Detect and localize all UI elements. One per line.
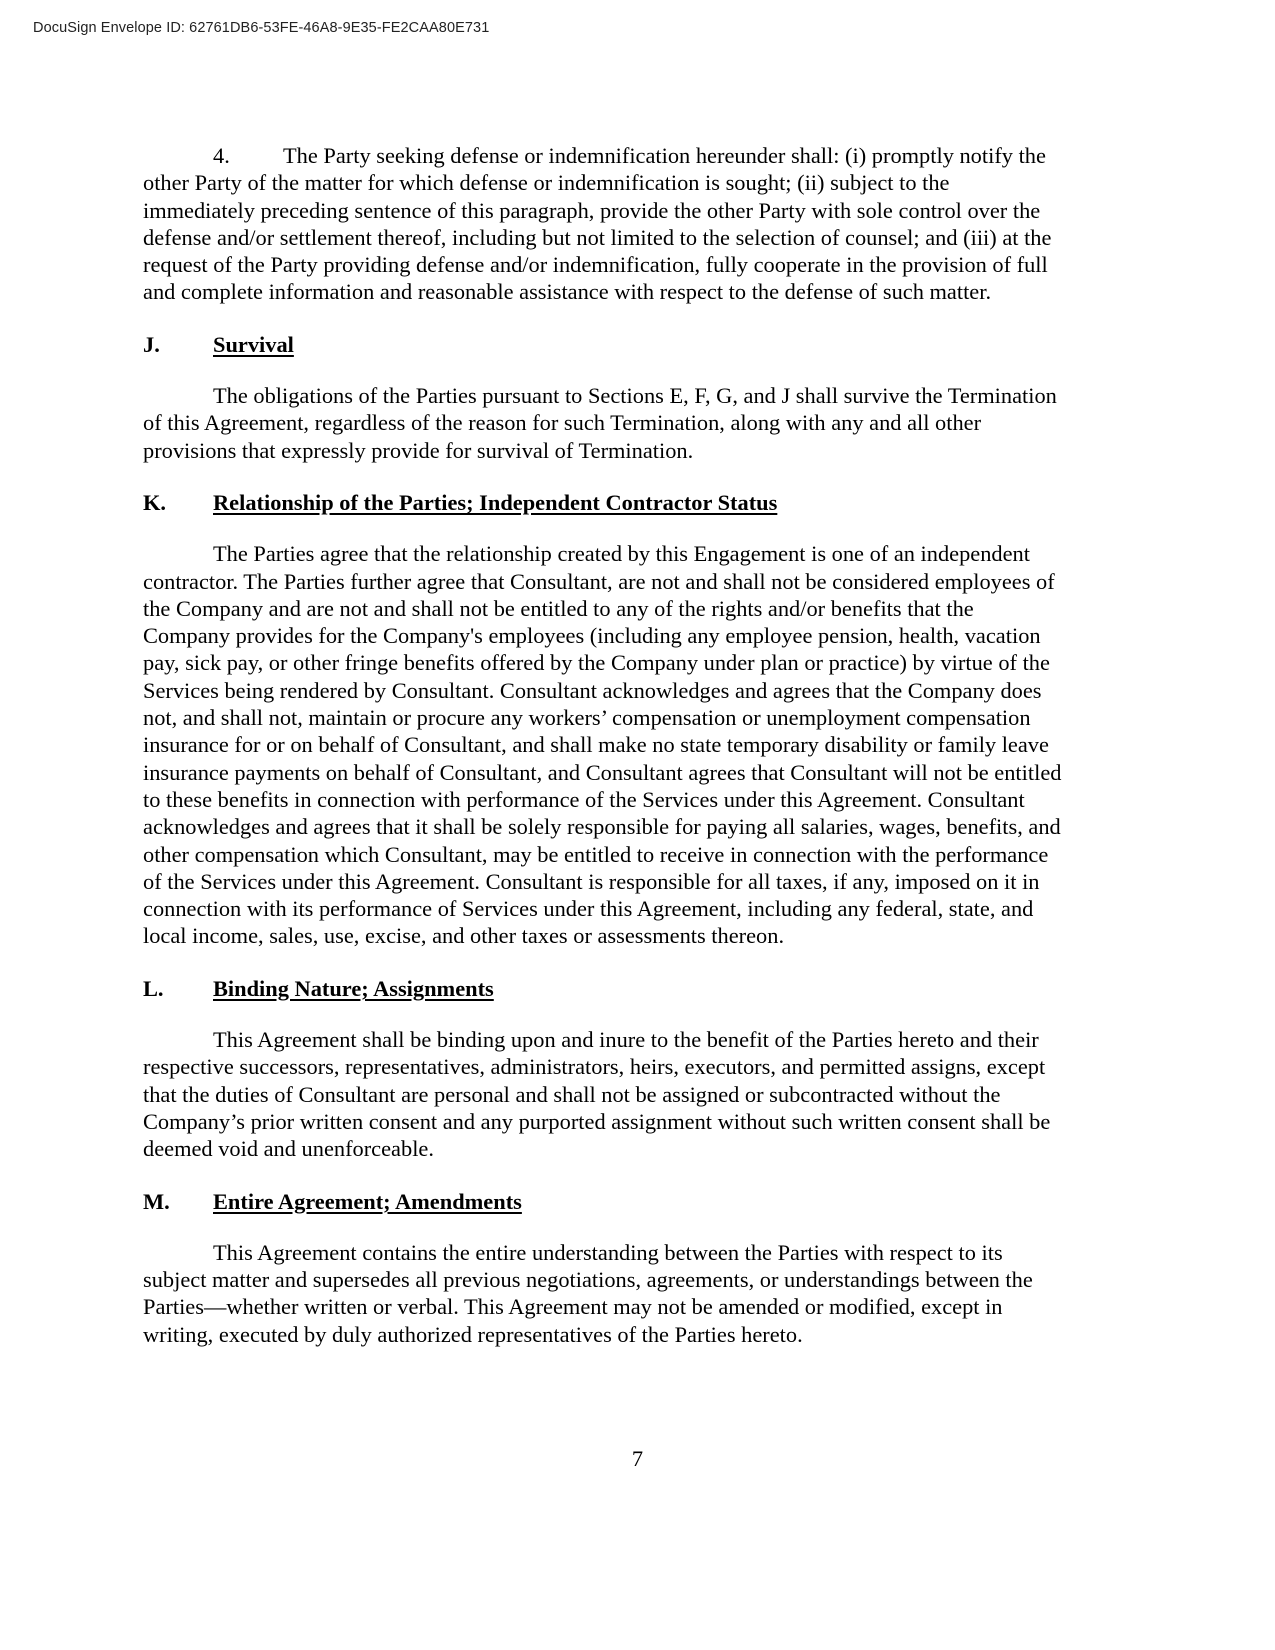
paragraph-number: 4. bbox=[213, 143, 230, 168]
document-page bbox=[143, 142, 1065, 1348]
paragraph-text: The Party seeking defense or indemnification hereunder shall: (i) promptly notify the other Party of the matter for which defense or indemnification is sought; (ii) subject to the immediately preceding sentence of this paragraph, provide the other Party with sole control over the defense and/or settlement thereof, including but not limited to the selection of counsel; and (iii) at the request of the Party providing defense and/or indemnification, fully cooperate in the provision of full and complete information and reasonable assistance with respect to the defense of such matter. bbox=[143, 143, 1052, 305]
section-title: Relationship of the Parties; Independent Contractor Status bbox=[213, 489, 778, 515]
section-letter: K. bbox=[143, 489, 167, 515]
section-title: Binding Nature; Assignments bbox=[213, 975, 494, 1001]
section-heading-j bbox=[143, 331, 1065, 358]
section-heading-k bbox=[143, 489, 1065, 516]
envelope-id-header: DocuSign Envelope ID: 62761DB6-53FE-46A8-9E35-FE2CAA80E731 bbox=[33, 20, 490, 36]
section-body-k: The Parties agree that the relationship created by this Engagement is one of an independent contractor. The Parties further agree that Consultant, are not and shall not be considered employees of the Company and are not and shall not be entitled to any of the rights and/or benefits that the Company provides for the Company's employees (including any employee pension, health, vacation pay, sick pay, or other fringe benefits offered by the Company under plan or practice) by virtue of the Services being rendered by Consultant. Consultant acknowledges and agrees that the Company does not, and shall not, maintain or procure any workers’ compensation or unemployment compensation insurance for or on behalf of Consultant, and shall make no state temporary disability or family leave insurance payments on behalf of Consultant, and Consultant agrees that Consultant will not be entitled to these benefits in connection with performance of the Services under this Agreement. Consultant acknowledges and agrees that it shall be solely responsible for paying all salaries, wages, benefits, and other compensation which Consultant, may be entitled to receive in connection with the performance of the Services under this Agreement. Consultant is responsible for all taxes, if any, imposed on it in connection with its performance of Services under this Agreement, including any federal, state, and local income, sales, use, excise, and other taxes or assessments thereon. bbox=[143, 541, 1062, 949]
section-body-l: This Agreement shall be binding upon and inure to the benefit of the Parties hereto and their respective successors, representatives, administrators, heirs, executors, and permitted assigns, except that the duties of Consultant are personal and shall not be assigned or subcontracted without the Company’s prior written consent and any purported assignment without such written consent shall be deemed void and unenforceable. bbox=[143, 1027, 1051, 1162]
paragraph-4 bbox=[143, 142, 1065, 306]
section-letter: M. bbox=[143, 1188, 170, 1214]
section-title: Entire Agreement; Amendments bbox=[213, 1188, 522, 1214]
section-heading-m bbox=[143, 1188, 1065, 1215]
section-heading-l bbox=[143, 975, 1065, 1002]
section-body-j: The obligations of the Parties pursuant to Sections E, F, G, and J shall survive the Termination of this Agreement, regardless of the reason for such Termination, along with any and all other provisions that expressly provide for survival of Termination. bbox=[143, 383, 1057, 463]
page-number: 7 bbox=[631, 1446, 644, 1471]
section-letter: L. bbox=[143, 975, 164, 1001]
section-letter: J. bbox=[143, 331, 160, 357]
section-title: Survival bbox=[213, 331, 294, 357]
section-body-m: This Agreement contains the entire understanding between the Parties with respect to its subject matter and supersedes all previous negotiations, agreements, or understandings between the Parties—whether written or verbal. This Agreement may not be amended or modified, except in writing, executed by duly authorized representatives of the Parties hereto. bbox=[143, 1239, 1033, 1347]
